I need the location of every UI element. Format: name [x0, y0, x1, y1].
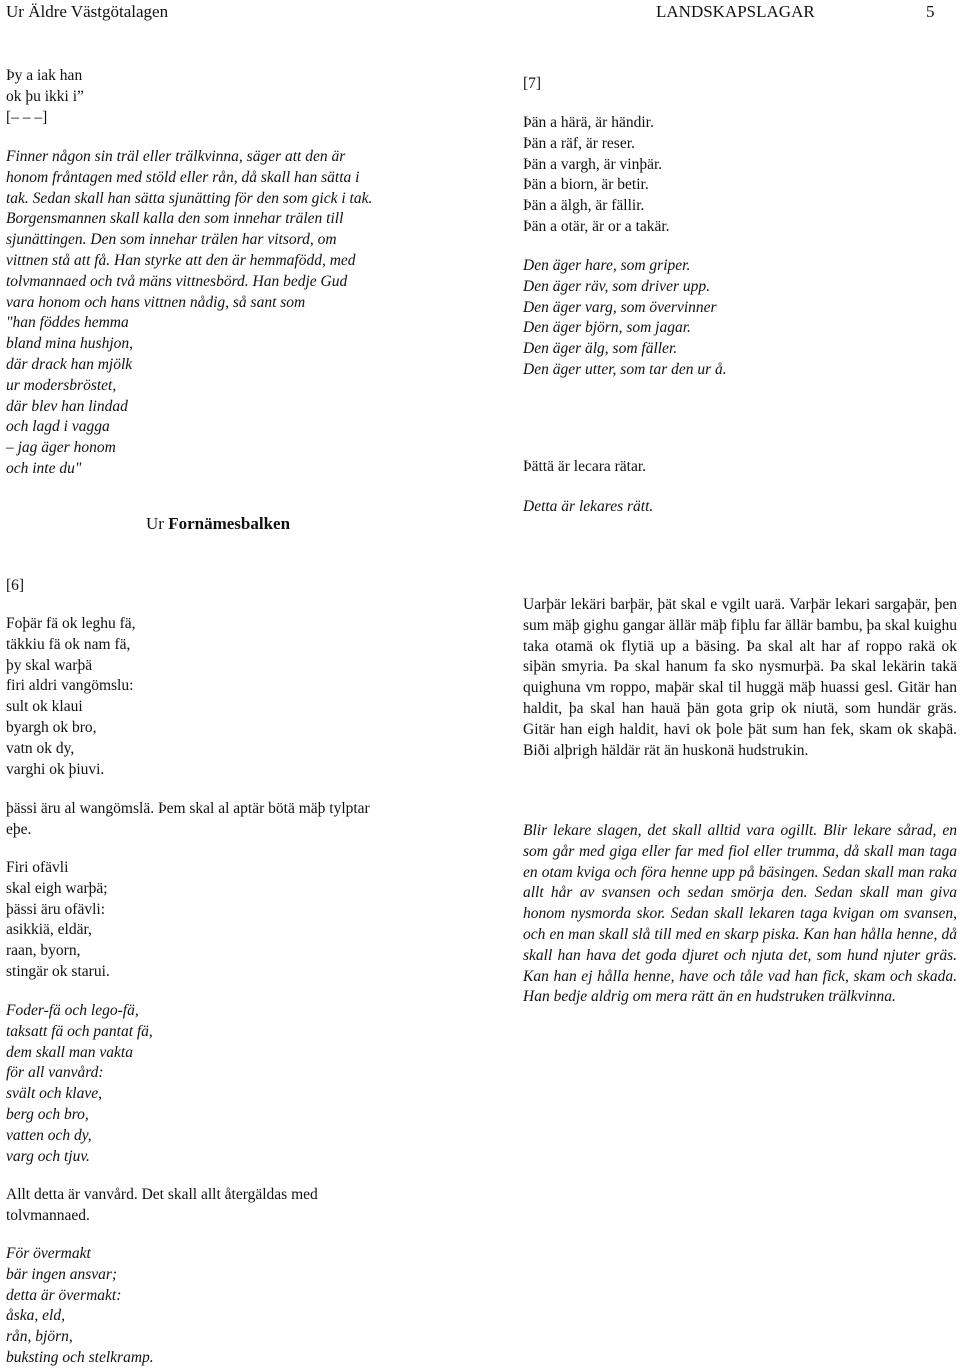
verse-line: berg och bro,	[6, 1105, 89, 1123]
left-bottom-prose-1	[6, 799, 370, 841]
text-line: "han föddes hemma	[6, 314, 129, 332]
verse-line: firi aldri vangömslu:	[6, 677, 134, 695]
left-bottom-prose-2	[6, 1185, 318, 1227]
text-line: vara honom och hans vittnen nådig, så sant som	[6, 293, 306, 311]
verse-line: Þän a biorn, är betir.	[523, 176, 649, 194]
verse-line: För övermakt	[6, 1245, 91, 1262]
left-top-old-verse	[6, 66, 84, 128]
verse-line: skal eigh warþä;	[6, 879, 108, 897]
left-bottom-number: [6]	[6, 577, 25, 594]
text-line: ur modersbröstet,	[6, 376, 117, 394]
text-line: eþe.	[6, 820, 32, 838]
verse-line: Foder-fä och lego-fä,	[6, 1002, 139, 1019]
left-top-translation	[6, 147, 372, 480]
text-line: där drack han mjölk	[6, 355, 133, 373]
verse-line: byargh ok bro,	[6, 718, 97, 736]
right-top-old-rubric: Þättä är lecara rätar.	[523, 458, 647, 475]
verse-line: Den äger räv, som driver upp.	[523, 277, 710, 295]
verse-line: Þy a iak han	[6, 67, 83, 84]
verse-line: vatten och dy,	[6, 1126, 92, 1144]
verse-line: för all vanvård:	[6, 1064, 104, 1082]
verse-line: Den äger varg, som övervinner	[523, 298, 717, 316]
verse-line: svält och klave,	[6, 1085, 102, 1103]
verse-line: Þän a otär, är or a takär.	[523, 217, 670, 235]
verse-line: ok þu ikki i”	[6, 87, 84, 105]
right-bottom-old-text: Uarþär lekäri barþär, þät skal e vgilt uarä. Varþär lekari sargaþär, þen sum mäþ gighu gangar ällär mäþ fiþlu far ällär bambu, þa skal kuighu taka otamä ok flytiä up a bäsing. Þa skal alt har af roppo rakä ok siþän smyria. Þa skal hanum fa sko nysmurþä. Þa skal lekärin takä quighuna vm roppo, maþär skal til huggä mäþ huassi gesl. Gitär han haldit, þa skal han hauä þän gota grip ok niutä, som hundär gräs. Gitär han eigh haldit, havi ok þole þät sum han fek, skam ok skaþä. Biði alþrigh häldär rät än huskonä hudstrukin.	[523, 596, 957, 759]
text-line: Allt detta är vanvård. Det skall allt återgäldas med	[6, 1186, 318, 1203]
text-line: tak. Sedan skall han sätta sjunätting för den som gick i tak.	[6, 189, 373, 207]
text-line: och inte du"	[6, 459, 82, 477]
right-top-old-verse	[523, 113, 670, 238]
verse-line: Þän a härä, är händir.	[523, 114, 654, 131]
verse-line: asikkiä, eldär,	[6, 921, 92, 939]
verse-line: bär ingen ansvar;	[6, 1265, 118, 1283]
verse-line: vatn ok dy,	[6, 739, 75, 757]
left-bottom-verse-4	[6, 1244, 154, 1369]
verse-line: þässi äru ofävli:	[6, 900, 106, 918]
left-bottom-verse-2	[6, 858, 110, 983]
verse-line: Þän a älgh, är fällir.	[523, 197, 645, 215]
header-page-number: 5	[926, 2, 935, 21]
text-line: – jag äger honom	[6, 439, 116, 457]
text-line: vittnen stå att få. Han styrke att den är hemmafödd, med	[6, 251, 356, 269]
left-bottom-verse-3	[6, 1001, 153, 1167]
verse-line: þy skal warþä	[6, 656, 93, 674]
text-line: honom fråntagen med stöld eller rån, då skall han sätta i	[6, 168, 360, 186]
text-line: tolvmannaed och två mäns vittnesbörd. Han bedje Gud	[6, 272, 348, 290]
right-bottom-translation: Blir lekare slagen, det skall alltid vara ogillt. Blir lekare sårad, en som går med giga eller far med fiol eller trumma, då skall man taga en otam kviga och föra henne upp på bäsingen. Sedan skall man raka allt hår av svansen och sedan smörja den. Sedan skall man giva honom nysmorda skor. Sedan skall lekaren taga kvigan om svansen, och en man skall slå till med en skarp piska. Kan han hålla henne, då skall han hava det goda djuret och njuta det, som hund njuter gräs. Kan han ej hålla henne, have och tåle vad han fick, skam och skada. Han bedje aldrig om mera rätt än en hudstruken trälkvinna.	[523, 822, 957, 1006]
verse-line: Firi ofävli	[6, 859, 69, 876]
verse-line: varghi ok þiuvi.	[6, 760, 105, 778]
verse-line: Þän a räf, är reser.	[523, 134, 635, 152]
section-heading	[146, 514, 290, 534]
verse-line: åska, eld,	[6, 1307, 65, 1325]
right-top-rubric-translation: Detta är lekares rätt.	[523, 498, 654, 515]
header-collection: LANDSKAPSLAGAR	[656, 2, 815, 21]
section-heading-prefix: Ur	[146, 514, 169, 533]
verse-line: [– – –]	[6, 108, 48, 126]
verse-line: täkkiu fä ok nam fä,	[6, 635, 131, 653]
verse-line: Den äger utter, som tar den ur å.	[523, 360, 727, 378]
verse-line: stingär ok starui.	[6, 962, 110, 980]
right-top-verse-translation	[523, 256, 727, 381]
text-line: Borgensmannen skall kalla den som innehar trälen till	[6, 210, 344, 228]
verse-line: dem skall man vakta	[6, 1043, 133, 1061]
left-bottom-verse-1	[6, 614, 136, 780]
text-line: och lagd i vagga	[6, 418, 110, 436]
verse-line: rån, björn,	[6, 1328, 73, 1346]
text-line: där blev han lindad	[6, 397, 128, 415]
verse-line: Den äger björn, som jagar.	[523, 319, 691, 337]
verse-line: Þän a vargh, är vinþär.	[523, 155, 663, 173]
verse-line: Foþär fä ok leghu fä,	[6, 615, 136, 632]
verse-line: detta är övermakt:	[6, 1286, 122, 1304]
text-line: tolvmannaed.	[6, 1206, 90, 1224]
section-heading-title: Fornämesbalken	[168, 514, 291, 533]
text-line: þässi äru al wangömslä. Þem skal al aptär bötä mäþ tylptar	[6, 800, 370, 817]
verse-line: taksatt fä och pantat fä,	[6, 1022, 153, 1040]
text-line: bland mina hushjon,	[6, 335, 134, 353]
verse-line: buksting och stelkramp.	[6, 1348, 154, 1366]
verse-line: Den äger hare, som griper.	[523, 257, 691, 274]
verse-line: varg och tjuv.	[6, 1147, 90, 1165]
verse-line: Den äger älg, som fäller.	[523, 340, 678, 358]
verse-line: sult ok klaui	[6, 698, 83, 716]
verse-line: raan, byorn,	[6, 942, 81, 960]
right-top-number: [7]	[523, 75, 542, 92]
header-book-title: Ur Äldre Västgötalagen	[6, 2, 169, 21]
text-line: Finner någon sin träl eller trälkvinna, säger att den är	[6, 148, 346, 165]
text-line: sjunättingen. Den som innehar trälen har vitsord, om	[6, 231, 337, 249]
